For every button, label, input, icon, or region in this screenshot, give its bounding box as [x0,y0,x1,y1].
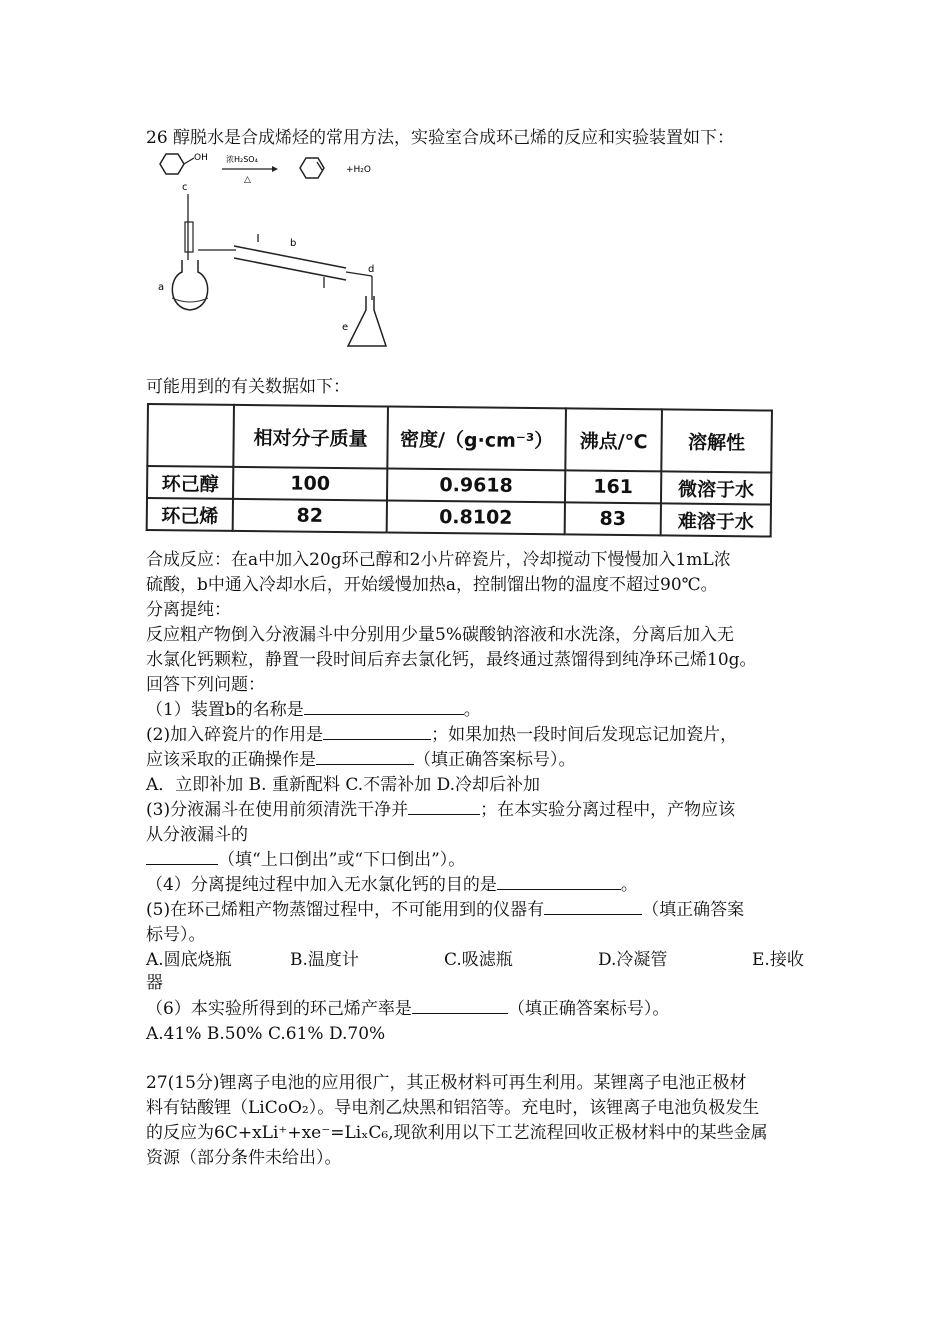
answer-blank[interactable] [408,798,480,815]
synthesis-text: 硫酸，b中通入冷却水后，开始缓慢加热a，控制馏出物的温度不超过90℃。 [146,575,718,595]
question-5: (5)在环己烯粗产物蒸馏过程中，不可能用到的仪器有 （填正确答案 [146,900,745,920]
question-4: （4）分离提纯过程中加入无水氯化钙的目的是 。 [146,875,638,895]
reagent-label: 浓H₂SO₄ [226,155,258,164]
svg-text:a: a [158,282,165,293]
properties-table [146,403,773,538]
table-row: 环己醇 100 0.9618 161 微溶于水 [147,466,771,505]
question-5-cont: 标号）。 [146,925,206,945]
answer-blank[interactable] [412,997,508,1014]
question-1: （1）装置b的名称是 。 [146,700,481,720]
table-header: 相对分子质量 [233,405,388,469]
svg-text:e: e [342,322,349,333]
answer-blank[interactable] [497,873,621,890]
table-header: 沸点/℃ [565,408,662,471]
reaction-apparatus-figure [146,150,416,360]
answer-blank[interactable] [146,848,218,865]
question-6: （6）本实验所得到的环己烯产率是 （填正确答案标号）。 [146,999,670,1019]
table-header: 溶解性 [661,409,772,472]
question-2: (2)加入碎瓷片的作用是 ；如果加热一段时间后发现忘记加瓷片， [146,725,738,745]
question-5-tail: 器 [146,973,163,993]
q27-text: 资源（部分条件未给出）。 [146,1148,342,1168]
water-label: +H₂O [346,165,372,175]
question-2-cont: 应该采取的正确操作是 （填正确答案标号）。 [146,750,576,770]
separation-text: 水氯化钙颗粒，静置一段时间后弃去氯化钙，最终通过蒸馏得到纯净环己烯10g。 [146,650,757,670]
q26-intro: 26 醇脱水是合成烯烃的常用方法，实验室合成环己烯的反应和实验装置如下： [146,128,735,148]
q27-text: 的反应为6C+xLi⁺+xe⁻=LiₓC₆,现欲利用以下工艺流程回收正极材料中的某些金属 [146,1123,768,1143]
answer-blank[interactable] [316,748,414,765]
synthesis-text: 合成反应：在a中加入20g环己醇和2小片碎瓷片，冷却搅动下慢慢加入1mL浓 [146,550,731,570]
svg-text:d: d [368,264,375,275]
oh-label: OH [194,153,208,163]
answer-blank[interactable] [544,898,642,915]
data-title: 可能用到的有关数据如下： [146,377,350,397]
question-3-cont: 从分液漏斗的 [146,825,248,845]
table-row: 环己烯 82 0.8102 83 难溶于水 [147,498,771,537]
answer-blank[interactable] [304,698,464,715]
separation-text: 反应粗产物倒入分液漏斗中分别用少量5%碳酸钠溶液和水洗涤，分离后加入无 [146,625,734,645]
table-header: 密度/（g·cm⁻³） [387,407,566,471]
cyclohexanol-ring [160,154,184,174]
svg-text:c: c [182,182,188,193]
question-6-options: A.41% B.50% C.61% D.70% [146,1024,386,1044]
separation-title: 分离提纯： [146,600,231,620]
answer-blank[interactable] [323,723,431,740]
table-corner [147,404,234,467]
question-3-cont: （填“上口倒出”或“下口倒出”）。 [146,848,465,872]
question-3: (3)分液漏斗在使用前须清洗干净并 ；在本实验分离过程中，产物应该 [146,800,736,820]
conical-flask [348,296,386,346]
q27-text: 料有钴酸锂（LiCoO₂）。导电剂乙炔黑和铝箔等。充电时，该锂离子电池负极发生 [146,1098,760,1118]
heat-label: △ [244,175,251,185]
answer-prompt: 回答下列问题： [146,675,265,695]
q27-text: 27(15分)锂离子电池的应用很广，其正极材料可再生利用。某锂离子电池正极材 [146,1073,747,1093]
question-2-options: A．立即补加 B. 重新配料 C.不需补加 D.冷却后补加 [146,775,541,795]
svg-text:b: b [290,238,297,249]
question-5-options: A.圆底烧瓶 B.温度计 C.吸滤瓶 D.冷凝管 E.接收 [146,950,804,970]
